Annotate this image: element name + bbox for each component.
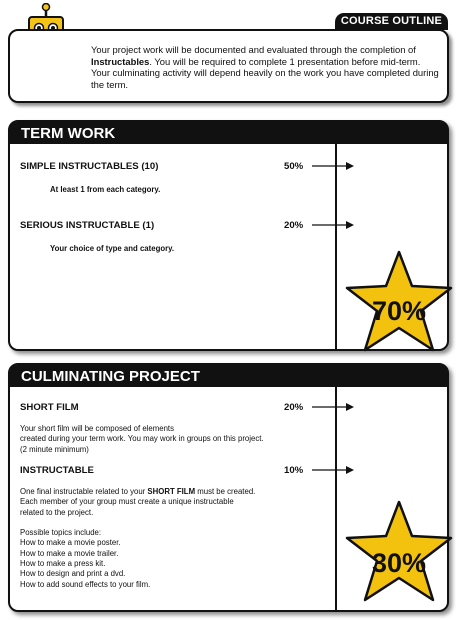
short-film-line-2: created during your term work. You may work in groups on this project. [20, 434, 264, 444]
term-work-title: TERM WORK [10, 122, 447, 144]
topic-item: How to design and print a dvd. [20, 569, 126, 579]
intro-text-part-3: . You will be required to complete 1 presentation before mid-term. Your culminating activity will depend heavily on the work you have completed during the term. [91, 55, 439, 90]
instructable-line-1 [20, 487, 330, 497]
instructable-line-1-bold: SHORT FILM [147, 487, 196, 496]
short-film-percent: 20% [284, 402, 304, 413]
short-film-arrow-icon [312, 403, 354, 411]
term-work-divider [335, 144, 337, 349]
term-item-2-note: Your choice of type and category. [50, 244, 175, 253]
instructable-line-3: related to the project. [20, 507, 94, 517]
instructable-arrow-icon [312, 466, 354, 474]
term-item-1-note: At least 1 from each category. [50, 185, 161, 194]
term-item-1-percent: 50% [284, 161, 304, 172]
instructable-line-2: Each member of your group must create a unique instructable [20, 497, 234, 507]
topics-heading: Possible topics include: [20, 528, 102, 538]
culminating-total-percent: 30% [371, 548, 427, 578]
topic-item: How to make a movie poster. [20, 538, 121, 548]
short-film-label: SHORT FILM [20, 402, 79, 413]
term-item-1-label: SIMPLE INSTRUCTABLES (10) [20, 161, 159, 172]
topic-item: How to make a press kit. [20, 559, 106, 569]
instructable-line-1-start: One final instructable related to your [20, 487, 148, 496]
intro-text-bold: Instructables [91, 55, 150, 67]
term-item-2-label: SERIOUS INSTRUCTABLE (1) [20, 220, 155, 231]
instructable-percent: 10% [284, 465, 304, 476]
term-item-2-arrow-icon [312, 221, 354, 229]
topic-item: How to make a movie trailer. [20, 548, 119, 558]
term-item-1-arrow-icon [312, 162, 354, 170]
course-outline-tag: COURSE OUTLINE [335, 13, 448, 30]
term-total-percent: 70% [371, 296, 427, 326]
intro-paragraph [91, 44, 441, 90]
instructable-label: INSTRUCTABLE [20, 465, 94, 476]
term-item-2-percent: 20% [284, 220, 304, 231]
instructable-description [20, 487, 330, 590]
topic-item: How to add sound effects to your film. [20, 579, 151, 589]
culminating-divider [335, 387, 337, 610]
short-film-description [20, 424, 320, 455]
intro-text-part-1: Your project work will be documented and evaluated through the completion of [91, 44, 416, 55]
short-film-line-1: Your short film will be composed of elements [20, 424, 174, 433]
instructable-line-1-end: must be created. [195, 487, 256, 496]
short-film-line-3: (2 minute minimum) [20, 444, 89, 454]
culminating-title: CULMINATING PROJECT [10, 365, 447, 387]
